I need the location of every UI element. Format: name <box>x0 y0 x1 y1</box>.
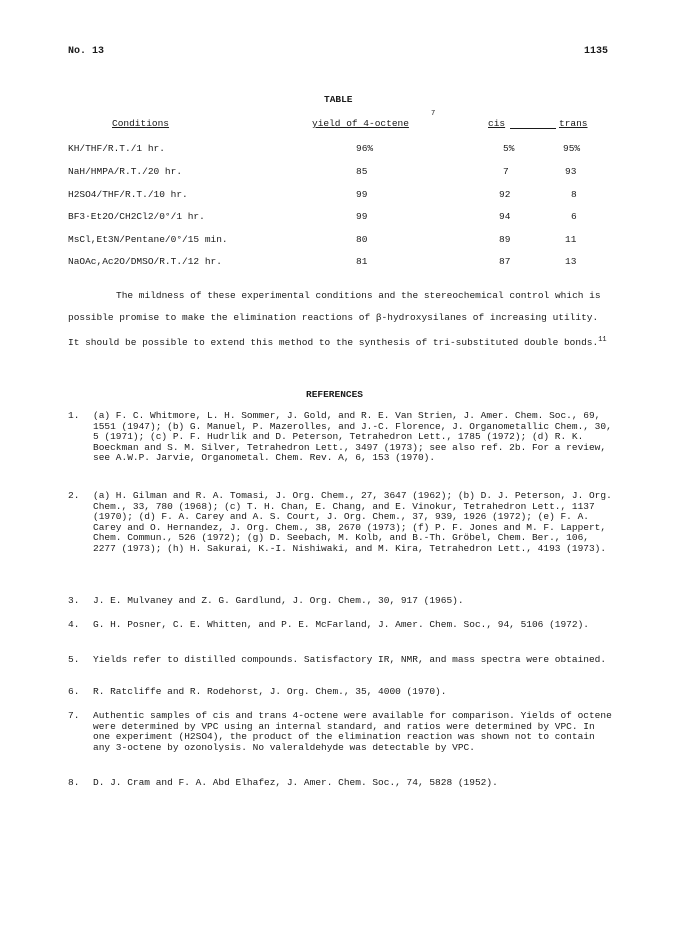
reference-number: 5. <box>68 654 80 665</box>
table-cell-trans: 93 <box>565 166 577 177</box>
reference-item <box>68 411 613 464</box>
page-journal-number: No. 13 <box>68 46 105 57</box>
table-cell-trans: 95% <box>563 143 581 154</box>
reference-number: 4. <box>68 619 80 630</box>
table-cell-trans: 6 <box>571 211 577 222</box>
column-header-conditions: Conditions <box>112 118 170 129</box>
reference-item <box>68 596 613 607</box>
page-number: 1135 <box>584 46 609 57</box>
reference-item <box>68 687 613 698</box>
footnote-ref: 11 <box>598 336 607 344</box>
reference-item <box>68 655 613 666</box>
reference-text: G. H. Posner, C. E. Whitten, and P. E. McFarland, J. Amer. Chem. Soc., 94, 5106 (1972). <box>93 619 589 630</box>
column-header-cis: cis <box>488 118 506 129</box>
table-cell-conditions: H2SO4/THF/R.T./10 hr. <box>68 189 188 200</box>
reference-item <box>68 620 613 631</box>
table-cell-yield: 81 <box>356 256 368 267</box>
table-cell-yield: 96% <box>356 143 374 154</box>
column-header-rule <box>510 128 556 129</box>
table-cell-trans: 8 <box>571 189 577 200</box>
table-cell-conditions: KH/THF/R.T./1 hr. <box>68 143 165 154</box>
reference-item <box>68 711 613 753</box>
body-paragraph-text: The mildness of these experimental conditions and the stereochemical control which is possible promise to make the elimination reactions of β-hydroxysilanes of increasing utility. It should be possible to extend this method to the synthesis of tri-substituted double bonds. <box>68 290 601 349</box>
reference-text: (a) F. C. Whitmore, L. H. Sommer, J. Gold, and R. E. Van Strien, J. Amer. Chem. Soc., 69, 1551 (1947); (b) G. Manuel, P. Mazerolles, and J.-C. Florence, J. Organometallic Chem., 30, 5 (1971); (c) P. F. Hudrlik and D. Peterson, Tetrahedron Lett., 1785 (1972); (d) R. K. Boeckman and S. M. Silver, Tetrahedron Lett., 3497 (1973); see also ref. 2b. For a review, see A.W.P. Jarvie, Organometal. Chem. Rev. A, 6, 153 (1970). <box>93 410 612 464</box>
table-cell-conditions: NaH/HMPA/R.T./20 hr. <box>68 166 183 177</box>
reference-text: Authentic samples of cis and trans 4-octene were available for comparison. Yields of octene were determined by VPC using an internal standard, and ratios were determined by VPC. In one experiment (H2SO4), the product of the elimination reaction was shown not to contain any 3-octene by ozonolysis. No valeraldehyde was detectable by VPC. <box>93 710 612 753</box>
column-header-yield-footnote: 7 <box>431 110 436 118</box>
column-header-yield: yield of 4-octene <box>312 118 409 129</box>
table-cell-cis: 94 <box>499 211 511 222</box>
table-cell-cis: 89 <box>499 234 511 245</box>
table-cell-conditions: NaOAc,Ac2O/DMSO/R.T./12 hr. <box>68 256 222 267</box>
reference-item <box>68 491 613 555</box>
reference-text: J. E. Mulvaney and Z. G. Gardlund, J. Org. Chem., 30, 917 (1965). <box>93 595 464 606</box>
table-cell-yield: 99 <box>356 211 368 222</box>
table-cell-yield: 85 <box>356 166 368 177</box>
table-cell-conditions: BF3·Et2O/CH2Cl2/0°/1 hr. <box>68 211 205 222</box>
reference-text: (a) H. Gilman and R. A. Tomasi, J. Org. Chem., 27, 3647 (1962); (b) D. J. Peterson, J. Org. Chem., 33, 780 (1968); (c) T. H. Chan, E. Chang, and E. Vinokur, Tetrahedron Lett., 1137 (1970); (d) F. A. Carey and A. S. Court, J. Org. Chem., 37, 939, 1926 (1972); (e) F. A. Carey and O. Hernandez, J. Org. Chem., 38, 2670 (1973); (f) P. F. Jones and M. F. Lappert, Chem. Commun., 526 (1972); (g) D. Seebach, M. Kolb, and B.-Th. Gröbel, Chem. Ber., 106, 2277 (1973); (h) H. Sakurai, K.-I. Nishiwaki, and M. Kira, Tetrahedron Lett., 4193 (1973). <box>93 490 612 554</box>
references-heading: REFERENCES <box>306 389 364 400</box>
table-cell-trans: 13 <box>565 256 577 267</box>
reference-number: 8. <box>68 777 80 788</box>
column-header-trans: trans <box>559 118 588 129</box>
reference-number: 3. <box>68 595 80 606</box>
table-cell-conditions: MsCl,Et3N/Pentane/0°/15 min. <box>68 234 228 245</box>
reference-text: D. J. Cram and F. A. Abd Elhafez, J. Amer. Chem. Soc., 74, 5828 (1952). <box>93 777 498 788</box>
body-paragraph <box>68 285 613 354</box>
reference-number: 1. <box>68 410 80 421</box>
table-cell-cis: 92 <box>499 189 511 200</box>
reference-text: R. Ratcliffe and R. Rodehorst, J. Org. Chem., 35, 4000 (1970). <box>93 686 447 697</box>
reference-number: 2. <box>68 490 80 501</box>
table-cell-cis: 7 <box>503 166 509 177</box>
reference-item <box>68 778 613 789</box>
table-cell-cis: 5% <box>503 143 515 154</box>
table-title: TABLE <box>324 94 353 105</box>
table-cell-yield: 80 <box>356 234 368 245</box>
table-cell-cis: 87 <box>499 256 511 267</box>
table-cell-yield: 99 <box>356 189 368 200</box>
reference-text: Yields refer to distilled compounds. Satisfactory IR, NMR, and mass spectra were obtained. <box>93 654 607 665</box>
reference-number: 7. <box>68 710 80 721</box>
table-cell-trans: 11 <box>565 234 577 245</box>
reference-number: 6. <box>68 686 80 697</box>
